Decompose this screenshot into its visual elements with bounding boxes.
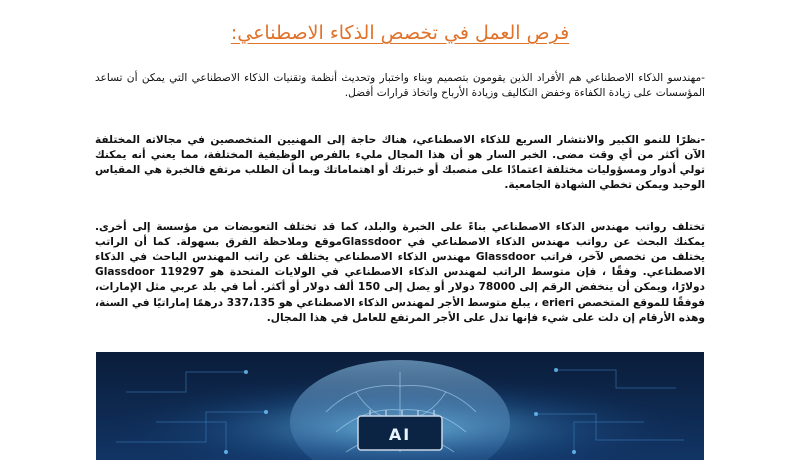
ai-hero-image (96, 352, 704, 460)
page-title: فرص العمل في تخصص الذكاء الاصطناعي: (230, 22, 570, 44)
ai-chip-label: AI (388, 425, 412, 444)
paragraph-engineers-definition: -مهندسو الذكاء الاصطناعي هم الأفراد الذين يقومون بتصميم وبناء واختبار وتحديث أنظمة وتقنيات الذكاء الاصطناعي التي يمكن أن تساعد المؤسسات على زيادة الكفاءة وخفض التكاليف وزيادة الأرباح واتخاذ قرارات أفضل. (95, 71, 705, 99)
paragraph-growing-demand: -نظرًا للنمو الكبير والانتشار السريع للذكاء الاصطناعي، هناك حاجة إلى المهنيين المتخصصين في مجالاته المختلفة الآن أكثر من أي وقت مضى. الخبر السار هو أن هذا المجال مليء بالفرص الوظيفية المختلفة، مما يعني أنه يمكنك تولي أدوار ومسؤوليات مختلفة اعتمادًا على منصبك أو خبرتك أو اهتماماتك وبما أن الطلب مرتفع فالخبرة هي المقياس الوحيد ويمكن تخطي الشهادة الجامعية. (95, 133, 705, 192)
paragraph-salaries: تختلف رواتب مهندس الذكاء الاصطناعي بناءً على الخبرة والبلد، كما قد تختلف التعويضات من مؤسسة إلى أخرى. يمكنك البحث عن رواتب مهندس الذكاء الاصطناعي في Glassdoorموقع وملاحظة الفرق بسهولة. كما أن الراتب يختلف من تخصص لآخر، فراتب Glassdoor مهندس الذكاء الاصطناعي يختلف عن راتب المهندس الباحث في الذكاء الاصطناعي. وفقًا ، فإن متوسط الراتب لمهندس الذكاء الاصطناعي في الولايات المتحدة هو Glassdoor 119297 دولارًا، ويمكن أن ينخفض الرقم إلى 78000 دولار أو يصل إلى 150 ألف دولار أو أكثر. أما في بلد عربي مثل الإمارات، فوفقًا للموقع المتخصص erieri ، يبلغ متوسط الأجر لمهندس الذكاء الاصطناعي هو 337،135 درهمًا إماراتيًا في السنة، وهذه الأرقام إن دلت على شيء فإنها تدل على الأجر المرتفع للعامل في هذا المجال. (95, 220, 705, 324)
